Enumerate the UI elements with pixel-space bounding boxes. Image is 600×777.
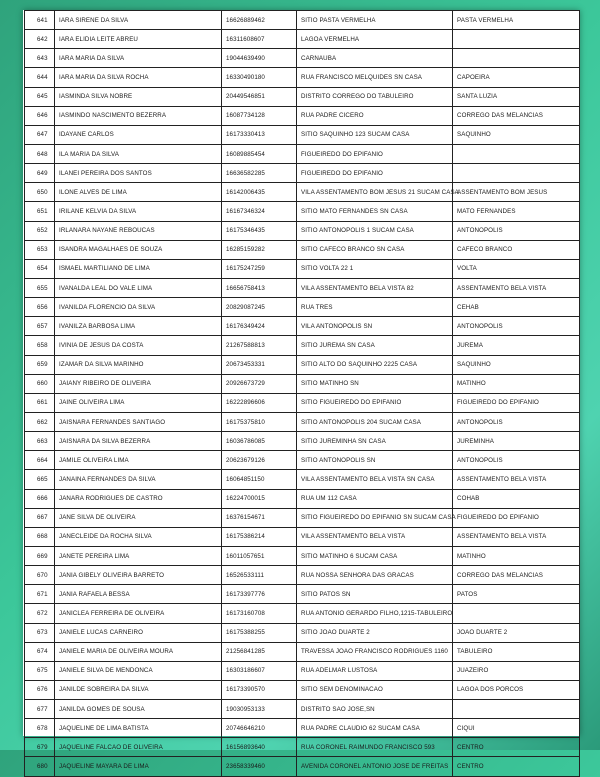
id-number-cell: 16626889462 bbox=[222, 11, 297, 30]
locality-cell: JUREMA bbox=[453, 336, 580, 355]
row-number-cell: 674 bbox=[25, 642, 55, 661]
address-cell: SITIO MATO FERNANDES SN CASA bbox=[297, 202, 453, 221]
name-cell: IARA ELIDIA LEITE ABREU bbox=[55, 30, 222, 49]
id-number-cell: 16376154671 bbox=[222, 508, 297, 527]
address-cell: SITIO FIGUEIREDO DO EPIFANIO bbox=[297, 393, 453, 412]
name-cell: JAISNARA DA SILVA BEZERRA bbox=[55, 432, 222, 451]
locality-cell: CORREGO DAS MELANCIAS bbox=[453, 566, 580, 585]
id-number-cell: 20829087245 bbox=[222, 298, 297, 317]
id-number-cell: 19030953133 bbox=[222, 700, 297, 719]
row-number-cell: 678 bbox=[25, 719, 55, 738]
address-cell: TRAVESSA JOAO FRANCISCO RODRIGUES 1160 bbox=[297, 642, 453, 661]
locality-cell: TABULEIRO bbox=[453, 642, 580, 661]
locality-cell: CIQUI bbox=[453, 719, 580, 738]
row-number-cell: 672 bbox=[25, 604, 55, 623]
row-number-cell: 658 bbox=[25, 336, 55, 355]
row-number-cell: 659 bbox=[25, 355, 55, 374]
id-number-cell: 20673453331 bbox=[222, 355, 297, 374]
row-number-cell: 644 bbox=[25, 68, 55, 87]
table-row bbox=[25, 202, 580, 221]
name-cell: JAIANY RIBEIRO DE OLIVEIRA bbox=[55, 374, 222, 393]
table-row bbox=[25, 661, 580, 680]
locality-cell: SAQUINHO bbox=[453, 355, 580, 374]
row-number-cell: 666 bbox=[25, 489, 55, 508]
address-cell: RUA FRANCISCO MELQUIDES SN CASA bbox=[297, 68, 453, 87]
row-number-cell: 653 bbox=[25, 240, 55, 259]
name-cell: IARA MARIA DA SILVA ROCHA bbox=[55, 68, 222, 87]
address-cell: AVENIDA CORONEL ANTONIO JOSE DE FREITAS bbox=[297, 757, 453, 776]
address-cell: DISTRITO CORREGO DO TABULEIRO bbox=[297, 87, 453, 106]
name-cell: JANICLEA FERREIRA DE OLIVEIRA bbox=[55, 604, 222, 623]
name-cell: JAMILE OLIVEIRA LIMA bbox=[55, 451, 222, 470]
row-number-cell: 660 bbox=[25, 374, 55, 393]
row-number-cell: 675 bbox=[25, 661, 55, 680]
name-cell: IVANALDA LEAL DO VALE LIMA bbox=[55, 278, 222, 297]
row-number-cell: 661 bbox=[25, 393, 55, 412]
id-number-cell: 16636582285 bbox=[222, 164, 297, 183]
id-number-cell: 16089885454 bbox=[222, 144, 297, 163]
table-row bbox=[25, 298, 580, 317]
row-number-cell: 648 bbox=[25, 144, 55, 163]
name-cell: ILA MARIA DA SILVA bbox=[55, 144, 222, 163]
row-number-cell: 677 bbox=[25, 700, 55, 719]
locality-cell: ASSENTAMENTO BOM JESUS bbox=[453, 183, 580, 202]
address-cell: SITIO MATINHO SN bbox=[297, 374, 453, 393]
name-cell: IVINIA DE JESUS DA COSTA bbox=[55, 336, 222, 355]
id-number-cell: 16175346435 bbox=[222, 221, 297, 240]
address-cell: SITIO ANTONOPOLIS SN bbox=[297, 451, 453, 470]
name-cell: IDAYANE CARLOS bbox=[55, 125, 222, 144]
id-number-cell: 16011057651 bbox=[222, 546, 297, 565]
locality-cell bbox=[453, 700, 580, 719]
name-cell: IARA SIRENE DA SILVA bbox=[55, 11, 222, 30]
locality-cell: ASSENTAMENTO BELA VISTA bbox=[453, 470, 580, 489]
locality-cell: FIGUEIREDO DO EPIFANIO bbox=[453, 508, 580, 527]
id-number-cell: 16173330413 bbox=[222, 125, 297, 144]
table-row bbox=[25, 585, 580, 604]
id-number-cell: 20746646210 bbox=[222, 719, 297, 738]
address-cell: DISTRITO SAO JOSE,SN bbox=[297, 700, 453, 719]
row-number-cell: 670 bbox=[25, 566, 55, 585]
address-cell: RUA NOSSA SENHORA DAS GRACAS bbox=[297, 566, 453, 585]
address-cell: SITIO FIGUEIREDO DO EPIFANIO SN SUCAM CASA bbox=[297, 508, 453, 527]
address-cell: SITIO CAFECO BRANCO SN CASA bbox=[297, 240, 453, 259]
id-number-cell: 16285159282 bbox=[222, 240, 297, 259]
locality-cell: CAFECO BRANCO bbox=[453, 240, 580, 259]
locality-cell bbox=[453, 604, 580, 623]
locality-cell: CAPOEIRA bbox=[453, 68, 580, 87]
name-cell: JAQUELINE FALCAO DE OLIVEIRA bbox=[55, 738, 222, 757]
name-cell: ILONE ALVES DE LIMA bbox=[55, 183, 222, 202]
locality-cell: VOLTA bbox=[453, 259, 580, 278]
id-number-cell: 16173397776 bbox=[222, 585, 297, 604]
table-row bbox=[25, 144, 580, 163]
address-cell: SITIO ANTONOPOLIS 1 SUCAM CASA bbox=[297, 221, 453, 240]
id-number-cell: 16311608607 bbox=[222, 30, 297, 49]
address-cell: RUA TRES bbox=[297, 298, 453, 317]
table-row bbox=[25, 164, 580, 183]
id-number-cell: 16224700015 bbox=[222, 489, 297, 508]
table-row bbox=[25, 432, 580, 451]
beneficiary-table bbox=[24, 10, 580, 777]
address-cell: VILA ASSENTAMENTO BOM JESUS 21 SUCAM CASA bbox=[297, 183, 453, 202]
address-cell: SITIO JUREMINHA SN CASA bbox=[297, 432, 453, 451]
locality-cell: MATINHO bbox=[453, 374, 580, 393]
id-number-cell: 21267588813 bbox=[222, 336, 297, 355]
name-cell: JANILDE SOBREIRA DA SILVA bbox=[55, 680, 222, 699]
row-number-cell: 662 bbox=[25, 412, 55, 431]
table-row bbox=[25, 106, 580, 125]
table-row bbox=[25, 719, 580, 738]
table-row bbox=[25, 412, 580, 431]
address-cell: VILA ASSENTAMENTO BELA VISTA 82 bbox=[297, 278, 453, 297]
table-row bbox=[25, 49, 580, 68]
table-row bbox=[25, 355, 580, 374]
row-number-cell: 667 bbox=[25, 508, 55, 527]
locality-cell bbox=[453, 164, 580, 183]
name-cell: JANIA RAFAELA BESSA bbox=[55, 585, 222, 604]
id-number-cell: 20926673729 bbox=[222, 374, 297, 393]
address-cell: SITIO SAQUINHO 123 SUCAM CASA bbox=[297, 125, 453, 144]
locality-cell: JUREMINHA bbox=[453, 432, 580, 451]
table-row bbox=[25, 11, 580, 30]
name-cell: JANIELE SILVA DE MENDONCA bbox=[55, 661, 222, 680]
locality-cell: CORREGO DAS MELANCIAS bbox=[453, 106, 580, 125]
id-number-cell: 16064851150 bbox=[222, 470, 297, 489]
locality-cell: MATINHO bbox=[453, 546, 580, 565]
document-page bbox=[23, 10, 580, 771]
row-number-cell: 652 bbox=[25, 221, 55, 240]
table-row bbox=[25, 451, 580, 470]
name-cell: JANETE PEREIRA LIMA bbox=[55, 546, 222, 565]
name-cell: ISMAEL MARTILIANO DE LIMA bbox=[55, 259, 222, 278]
id-number-cell: 16142006435 bbox=[222, 183, 297, 202]
id-number-cell: 16156893640 bbox=[222, 738, 297, 757]
name-cell: JANAINA FERNANDES DA SILVA bbox=[55, 470, 222, 489]
id-number-cell: 16173160708 bbox=[222, 604, 297, 623]
locality-cell bbox=[453, 144, 580, 163]
locality-cell: FIGUEIREDO DO EPIFANIO bbox=[453, 393, 580, 412]
name-cell: IASMINDA SILVA NOBRE bbox=[55, 87, 222, 106]
locality-cell: ANTONOPOLIS bbox=[453, 317, 580, 336]
table-row bbox=[25, 738, 580, 757]
table-row bbox=[25, 623, 580, 642]
table-row bbox=[25, 183, 580, 202]
row-number-cell: 646 bbox=[25, 106, 55, 125]
address-cell: FIGUEIREDO DO EPIFANIO bbox=[297, 164, 453, 183]
id-number-cell: 16222896606 bbox=[222, 393, 297, 412]
table-row bbox=[25, 489, 580, 508]
row-number-cell: 664 bbox=[25, 451, 55, 470]
table-body bbox=[25, 11, 580, 777]
id-number-cell: 16167346324 bbox=[222, 202, 297, 221]
id-number-cell: 21256841285 bbox=[222, 642, 297, 661]
address-cell: VILA ASSENTAMENTO BELA VISTA SN CASA bbox=[297, 470, 453, 489]
name-cell: ISANDRA MAGALHAES DE SOUZA bbox=[55, 240, 222, 259]
table-row bbox=[25, 221, 580, 240]
table-row bbox=[25, 470, 580, 489]
id-number-cell: 20623679126 bbox=[222, 451, 297, 470]
row-number-cell: 651 bbox=[25, 202, 55, 221]
name-cell: JAINE OLIVEIRA LIMA bbox=[55, 393, 222, 412]
locality-cell: ASSENTAMENTO BELA VISTA bbox=[453, 527, 580, 546]
address-cell: SITIO ALTO DO SAQUINHO 2225 CASA bbox=[297, 355, 453, 374]
table-row bbox=[25, 336, 580, 355]
locality-cell: SAQUINHO bbox=[453, 125, 580, 144]
address-cell: SITIO JOAO DUARTE 2 bbox=[297, 623, 453, 642]
table-row bbox=[25, 393, 580, 412]
locality-cell: ANTONOPOLIS bbox=[453, 412, 580, 431]
address-cell: SITIO PASTA VERMELHA bbox=[297, 11, 453, 30]
id-number-cell: 16656758413 bbox=[222, 278, 297, 297]
row-number-cell: 656 bbox=[25, 298, 55, 317]
table-row bbox=[25, 278, 580, 297]
row-number-cell: 663 bbox=[25, 432, 55, 451]
row-number-cell: 641 bbox=[25, 11, 55, 30]
table-row bbox=[25, 527, 580, 546]
name-cell: IRILANE KELVIA DA SILVA bbox=[55, 202, 222, 221]
id-number-cell: 16330490180 bbox=[222, 68, 297, 87]
row-number-cell: 669 bbox=[25, 546, 55, 565]
name-cell: JANARA RODRIGUES DE CASTRO bbox=[55, 489, 222, 508]
locality-cell: PATOS bbox=[453, 585, 580, 604]
id-number-cell: 19044639490 bbox=[222, 49, 297, 68]
name-cell: JAISNARA FERNANDES SANTIAGO bbox=[55, 412, 222, 431]
table-row bbox=[25, 240, 580, 259]
address-cell: SITIO SEM DENOMINACAO bbox=[297, 680, 453, 699]
row-number-cell: 650 bbox=[25, 183, 55, 202]
row-number-cell: 671 bbox=[25, 585, 55, 604]
name-cell: JANE SILVA DE OLIVEIRA bbox=[55, 508, 222, 527]
address-cell: RUA ANTONIO GERARDO FILHO,1215-TABULEIRO bbox=[297, 604, 453, 623]
address-cell: RUA PADRE CICERO bbox=[297, 106, 453, 125]
address-cell: RUA CORONEL RAIMUNDO FRANCISCO 593 bbox=[297, 738, 453, 757]
name-cell: ILANEI PEREIRA DOS SANTOS bbox=[55, 164, 222, 183]
id-number-cell: 16036786085 bbox=[222, 432, 297, 451]
row-number-cell: 655 bbox=[25, 278, 55, 297]
row-number-cell: 647 bbox=[25, 125, 55, 144]
address-cell: SITIO ANTONOPOLIS 204 SUCAM CASA bbox=[297, 412, 453, 431]
table-row bbox=[25, 87, 580, 106]
table-row bbox=[25, 604, 580, 623]
name-cell: JANILDA GOMES DE SOUSA bbox=[55, 700, 222, 719]
locality-cell: CEHAB bbox=[453, 298, 580, 317]
id-number-cell: 16087734128 bbox=[222, 106, 297, 125]
row-number-cell: 642 bbox=[25, 30, 55, 49]
id-number-cell: 16175247259 bbox=[222, 259, 297, 278]
locality-cell: ASSENTAMENTO BELA VISTA bbox=[453, 278, 580, 297]
name-cell: IVANILDA FLORENCIO DA SILVA bbox=[55, 298, 222, 317]
id-number-cell: 16176349424 bbox=[222, 317, 297, 336]
table-row bbox=[25, 68, 580, 87]
row-number-cell: 668 bbox=[25, 527, 55, 546]
table-row bbox=[25, 546, 580, 565]
name-cell: JANIELE MARIA DE OLIVEIRA MOURA bbox=[55, 642, 222, 661]
id-number-cell: 16175386214 bbox=[222, 527, 297, 546]
table-row bbox=[25, 757, 580, 776]
table-row bbox=[25, 125, 580, 144]
address-cell: SITIO VOLTA 22 1 bbox=[297, 259, 453, 278]
row-number-cell: 673 bbox=[25, 623, 55, 642]
row-number-cell: 654 bbox=[25, 259, 55, 278]
locality-cell: PASTA VERMELHA bbox=[453, 11, 580, 30]
locality-cell: JUAZEIRO bbox=[453, 661, 580, 680]
locality-cell: LAGOA DOS PORCOS bbox=[453, 680, 580, 699]
locality-cell: ANTONOPOLIS bbox=[453, 451, 580, 470]
locality-cell bbox=[453, 30, 580, 49]
table-row bbox=[25, 30, 580, 49]
table-row bbox=[25, 566, 580, 585]
table-row bbox=[25, 642, 580, 661]
address-cell: LAGOA VERMELHA bbox=[297, 30, 453, 49]
address-cell: SITIO MATINHO 6 SUCAM CASA bbox=[297, 546, 453, 565]
id-number-cell: 16173390570 bbox=[222, 680, 297, 699]
address-cell: VILA ASSENTAMENTO BELA VISTA bbox=[297, 527, 453, 546]
name-cell: JAQUELINE MAYARA DE LIMA bbox=[55, 757, 222, 776]
table-row bbox=[25, 680, 580, 699]
name-cell: IVANILZA BARBOSA LIMA bbox=[55, 317, 222, 336]
row-number-cell: 657 bbox=[25, 317, 55, 336]
id-number-cell: 16526533111 bbox=[222, 566, 297, 585]
table-row bbox=[25, 317, 580, 336]
locality-cell: JOAO DUARTE 2 bbox=[453, 623, 580, 642]
row-number-cell: 679 bbox=[25, 738, 55, 757]
locality-cell: SANTA LUZIA bbox=[453, 87, 580, 106]
table-row bbox=[25, 374, 580, 393]
locality-cell: CENTRO bbox=[453, 738, 580, 757]
locality-cell: ANTONOPOLIS bbox=[453, 221, 580, 240]
name-cell: JANECLEIDE DA ROCHA SILVA bbox=[55, 527, 222, 546]
table-row bbox=[25, 700, 580, 719]
row-number-cell: 680 bbox=[25, 757, 55, 776]
locality-cell: COHAB bbox=[453, 489, 580, 508]
name-cell: JANIA GIBELY OLIVEIRA BARRETO bbox=[55, 566, 222, 585]
locality-cell bbox=[453, 49, 580, 68]
name-cell: IASMINDO NASCIMENTO BEZERRA bbox=[55, 106, 222, 125]
name-cell: IRLANARA NAYANE REBOUCAS bbox=[55, 221, 222, 240]
address-cell: CARNAUBA bbox=[297, 49, 453, 68]
id-number-cell: 20449546851 bbox=[222, 87, 297, 106]
row-number-cell: 649 bbox=[25, 164, 55, 183]
address-cell: FIGUEIREDO DO EPIFANIO bbox=[297, 144, 453, 163]
id-number-cell: 16175375810 bbox=[222, 412, 297, 431]
row-number-cell: 645 bbox=[25, 87, 55, 106]
name-cell: JAQUELINE DE LIMA BATISTA bbox=[55, 719, 222, 738]
address-cell: SITIO JUREMA SN CASA bbox=[297, 336, 453, 355]
locality-cell: CENTRO bbox=[453, 757, 580, 776]
row-number-cell: 676 bbox=[25, 680, 55, 699]
row-number-cell: 643 bbox=[25, 49, 55, 68]
locality-cell: MATO FERNANDES bbox=[453, 202, 580, 221]
address-cell: VILA ANTONOPOLIS SN bbox=[297, 317, 453, 336]
table-row bbox=[25, 259, 580, 278]
id-number-cell: 16303186607 bbox=[222, 661, 297, 680]
name-cell: IARA MARIA DA SILVA bbox=[55, 49, 222, 68]
table-row bbox=[25, 508, 580, 527]
name-cell: IZAMAR DA SILVA MARINHO bbox=[55, 355, 222, 374]
row-number-cell: 665 bbox=[25, 470, 55, 489]
address-cell: RUA PADRE CLAUDIO 62 SUCAM CASA bbox=[297, 719, 453, 738]
address-cell: RUA UM 112 CASA bbox=[297, 489, 453, 508]
id-number-cell: 23658339460 bbox=[222, 757, 297, 776]
address-cell: RUA ADELMAR LUSTOSA bbox=[297, 661, 453, 680]
name-cell: JANIELE LUCAS CARNEIRO bbox=[55, 623, 222, 642]
id-number-cell: 16175388255 bbox=[222, 623, 297, 642]
address-cell: SITIO PATOS SN bbox=[297, 585, 453, 604]
